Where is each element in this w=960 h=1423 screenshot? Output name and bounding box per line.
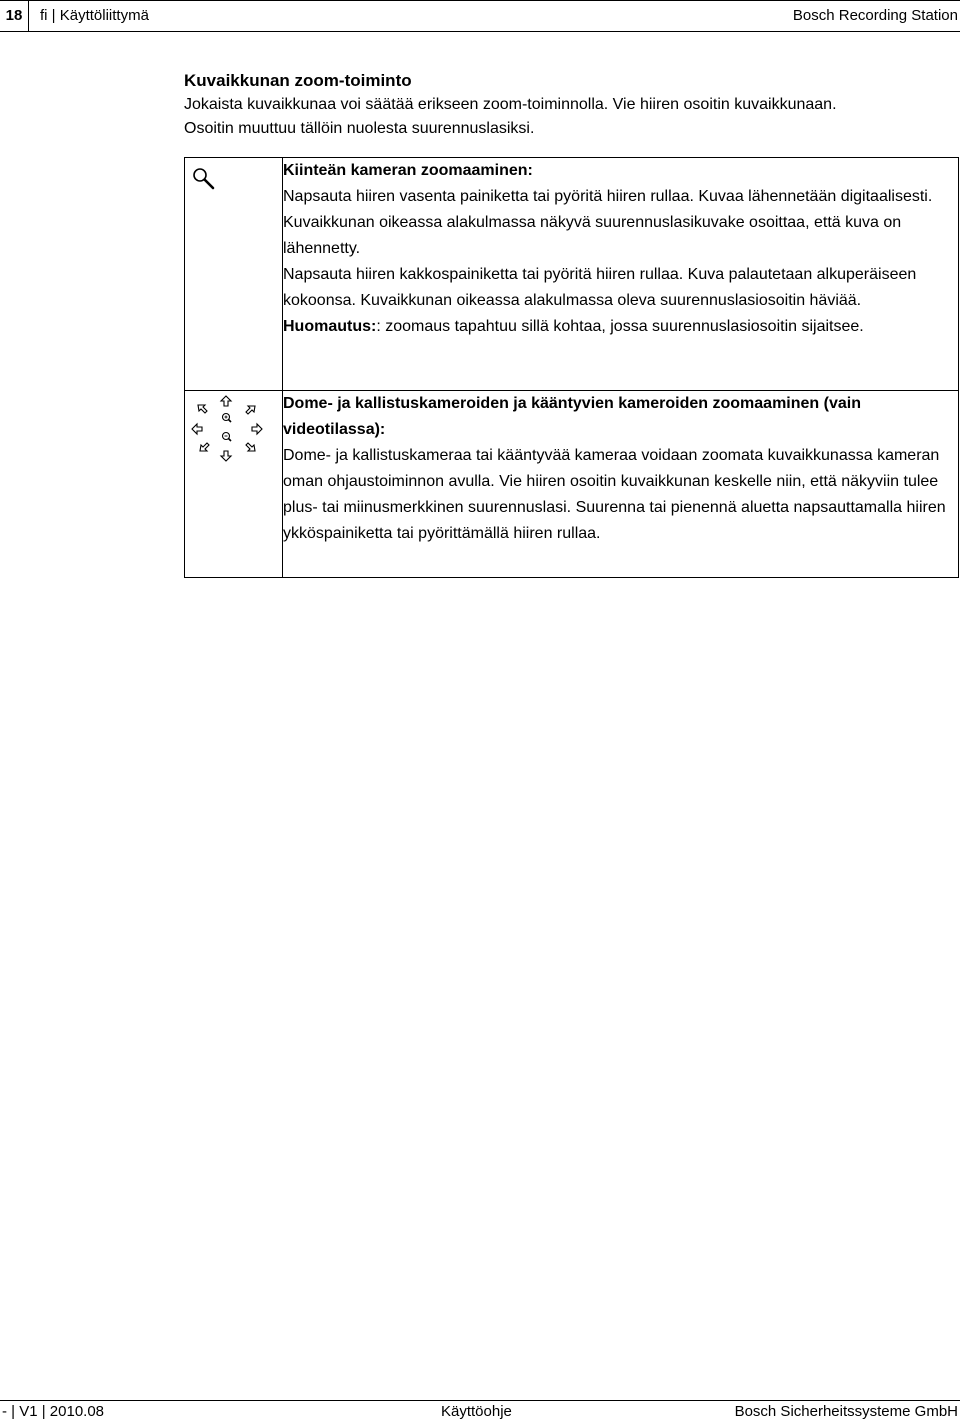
footer-version: - | V1 | 2010.08 xyxy=(2,1403,105,1420)
row-title: Dome- ja kallistuskameroiden ja kääntyvien kameroiden zoomaaminen (vain videotilassa): xyxy=(283,395,861,438)
note-label: Huomautus: xyxy=(283,318,377,335)
section-title: Kuvaikkunan zoom-toiminto xyxy=(184,71,412,90)
table-row xyxy=(185,391,959,578)
zoom-instructions-table xyxy=(184,157,959,578)
section-intro xyxy=(184,93,954,141)
text-cell xyxy=(283,391,959,578)
table-row xyxy=(185,158,959,391)
page-header xyxy=(0,0,960,32)
footer-company: Bosch Sicherheitssysteme GmbH xyxy=(734,1403,958,1420)
icon-cell xyxy=(185,158,283,391)
header-section-title: fi | Käyttöliittymä xyxy=(40,7,149,24)
page-number: 18 xyxy=(0,1,29,31)
row-title: Kiinteän kameran zoomaaminen: xyxy=(283,162,533,179)
note-text: : zoomaus tapahtuu sillä kohtaa, jossa suurennuslasiosoitin sijaitsee. xyxy=(376,318,864,335)
icon-cell xyxy=(185,391,283,578)
footer-doc-type: Käyttöohje xyxy=(441,1403,512,1420)
intro-line-2: Osoitin muuttuu tällöin nuolesta suurennuslasiksi. xyxy=(184,120,535,137)
row-paragraph: Dome- ja kallistuskameraa tai kääntyvää kameraa voidaan zoomata kuvaikkunassa kameran oman ohjaustoiminnon avulla. Vie hiiren osoitin kuvaikkunan keskelle niin, että näkyviin tulee plus- tai miinusmerkkinen suurennuslasi. Suurenna tai pienennä aluetta napsauttamalla hiiren ykköspainiketta tai pyörittämällä hiiren rullaa. xyxy=(283,447,946,542)
note xyxy=(283,314,958,340)
text-cell xyxy=(283,158,959,391)
intro-line-1: Jokaista kuvaikkunaa voi säätää erikseen zoom-toiminnolla. Vie hiiren osoitin kuvaikkunaan. xyxy=(184,96,837,113)
header-product-name: Bosch Recording Station xyxy=(792,7,958,24)
row-paragraph: Napsauta hiiren kakkospainiketta tai pyöritä hiiren rullaa. Kuva palautetaan alkuperäiseen kokoonsa. Kuvaikkunan oikeassa alakulmassa oleva suurennuslasiosoitin häviää. xyxy=(283,266,917,309)
row-paragraph: Napsauta hiiren vasenta painiketta tai pyöritä hiiren rullaa. Kuvaa lähennetään digitaalisesti. Kuvaikkunan oikeassa alakulmassa näkyvä suurennuslasikuvake osoittaa, että kuva on lähennetty. xyxy=(283,188,933,257)
ptz-arrows-icon xyxy=(185,391,282,471)
magnifier-icon xyxy=(185,158,282,198)
page-footer xyxy=(0,1400,960,1420)
